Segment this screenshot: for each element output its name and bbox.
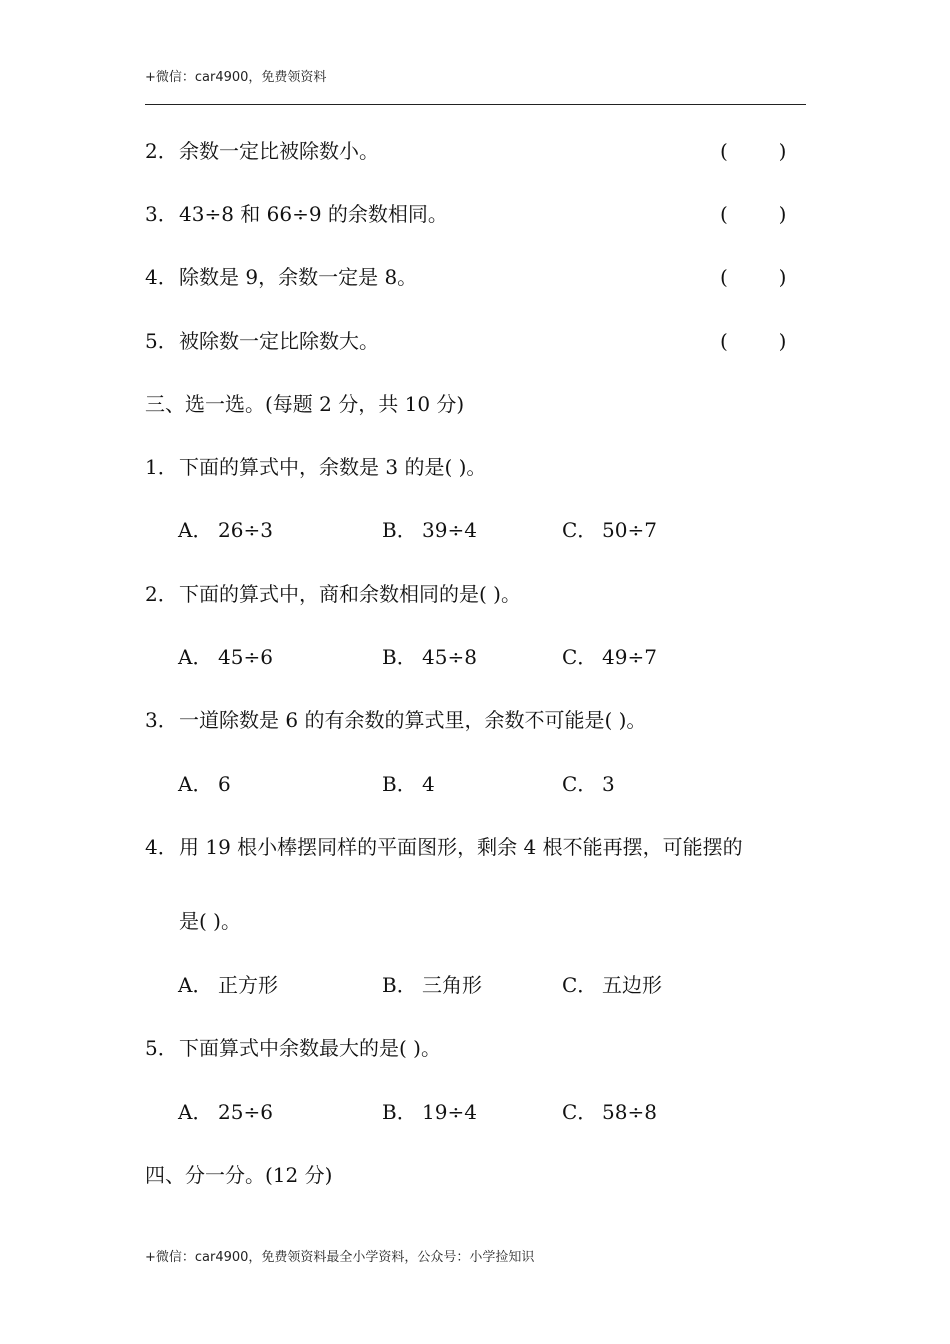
- answer-blank: ( ): [720, 139, 787, 163]
- question-text: 下面算式中余数最大的是( )。: [179, 1036, 441, 1060]
- option-label: B．: [382, 973, 417, 997]
- option-label: C．: [562, 645, 598, 669]
- choice-question-5: [145, 1035, 441, 1061]
- option-text: 正方形: [218, 973, 278, 997]
- q1-option-c: [562, 517, 657, 543]
- option-text: 50÷7: [602, 518, 657, 542]
- q5-option-c: [562, 1099, 657, 1125]
- item-number: 3．: [145, 202, 178, 226]
- q5-option-b: [382, 1099, 477, 1125]
- option-label: C．: [562, 1100, 598, 1124]
- section-4-title: 四、分一分。(12 分): [145, 1163, 333, 1187]
- answer-blank: ( ): [720, 329, 787, 353]
- item-number: 5．: [145, 329, 178, 353]
- option-text: 45÷6: [218, 645, 273, 669]
- section-3-title: 三、选一选。(每题 2 分，共 10 分): [145, 392, 465, 416]
- option-text: 五边形: [602, 973, 662, 997]
- judge-item-5: [145, 328, 379, 354]
- option-label: B．: [382, 772, 417, 796]
- q4-option-a: [178, 972, 278, 998]
- option-label: A．: [178, 772, 213, 796]
- item-number: 4．: [145, 265, 178, 289]
- option-label: A．: [178, 645, 213, 669]
- item-number: 2．: [145, 139, 178, 163]
- question-number: 2．: [145, 582, 178, 606]
- option-text: 6: [218, 772, 231, 796]
- q5-option-a: [178, 1099, 273, 1125]
- option-label: B．: [382, 518, 417, 542]
- question-number: 3．: [145, 708, 178, 732]
- judge-item-3: [145, 201, 448, 227]
- choice-question-1: [145, 454, 486, 480]
- option-label: C．: [562, 772, 598, 796]
- q2-option-b: [382, 644, 477, 670]
- judge-item-2: [145, 138, 379, 164]
- option-label: A．: [178, 1100, 213, 1124]
- item-text: 余数一定比被除数小。: [179, 139, 379, 163]
- q4-option-b: [382, 972, 482, 998]
- q1-option-b: [382, 517, 477, 543]
- option-text: 26÷3: [218, 518, 273, 542]
- question-text: 一道除数是 6 的有余数的算式里，余数不可能是( )。: [179, 708, 647, 732]
- footer-note: +微信：car4900，免费领资料最全小学资料，公众号：小学捡知识: [145, 1250, 535, 1265]
- option-text: 4: [422, 772, 435, 796]
- option-label: B．: [382, 1100, 417, 1124]
- question-number: 1．: [145, 455, 178, 479]
- q4-option-c: [562, 972, 662, 998]
- question-text: 下面的算式中，余数是 3 的是( )。: [179, 455, 487, 479]
- option-label: B．: [382, 645, 417, 669]
- q2-option-a: [178, 644, 273, 670]
- question-text: 用 19 根小棒摆同样的平面图形，剩余 4 根不能再摆，可能摆的: [179, 835, 743, 859]
- judge-item-4: [145, 264, 417, 290]
- q2-option-c: [562, 644, 657, 670]
- item-text: 除数是 9，余数一定是 8。: [179, 265, 418, 289]
- option-text: 19÷4: [422, 1100, 477, 1124]
- question-number: 4．: [145, 835, 178, 859]
- option-text: 25÷6: [218, 1100, 273, 1124]
- question-text: 下面的算式中，商和余数相同的是( )。: [179, 582, 521, 606]
- option-text: 三角形: [422, 973, 482, 997]
- option-label: C．: [562, 973, 598, 997]
- item-text: 43÷8 和 66÷9 的余数相同。: [179, 202, 448, 226]
- option-text: 39÷4: [422, 518, 477, 542]
- option-text: 3: [602, 772, 615, 796]
- q3-option-b: [382, 771, 435, 797]
- choice-question-4: [145, 834, 743, 860]
- q1-option-a: [178, 517, 273, 543]
- q3-option-a: [178, 771, 231, 797]
- option-label: A．: [178, 973, 213, 997]
- option-text: 45÷8: [422, 645, 477, 669]
- header-divider: [145, 104, 806, 105]
- question-text-continued: 是( )。: [179, 909, 241, 933]
- option-text: 58÷8: [602, 1100, 657, 1124]
- option-label: A．: [178, 518, 213, 542]
- answer-blank: ( ): [720, 202, 787, 226]
- choice-question-3: [145, 707, 646, 733]
- q3-option-c: [562, 771, 615, 797]
- choice-question-2: [145, 581, 521, 607]
- option-label: C．: [562, 518, 598, 542]
- header-note: +微信：car4900，免费领资料: [145, 70, 327, 85]
- answer-blank: ( ): [720, 265, 787, 289]
- item-text: 被除数一定比除数大。: [179, 329, 379, 353]
- option-text: 49÷7: [602, 645, 657, 669]
- question-number: 5．: [145, 1036, 178, 1060]
